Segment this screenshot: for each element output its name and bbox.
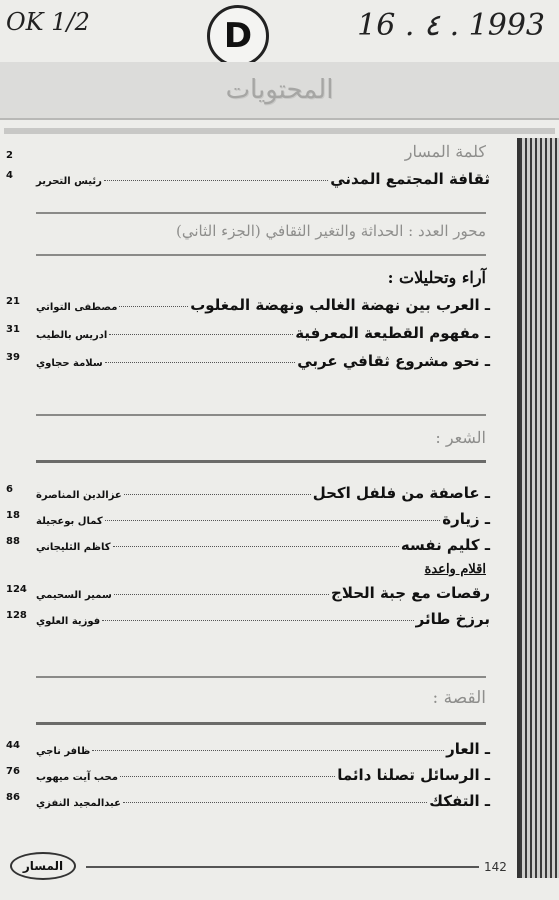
entry-author: سلامة حجاوي <box>36 358 103 369</box>
toc-entry[interactable] <box>6 510 490 528</box>
toc-entry[interactable] <box>6 296 490 314</box>
section-divider <box>36 212 486 214</box>
leader-dots <box>105 520 441 521</box>
toc-entry[interactable] <box>6 170 490 188</box>
entry-title: ـ زيارة <box>442 510 490 528</box>
contents-title: المحتويات <box>225 75 334 105</box>
library-stamp: D <box>207 5 269 67</box>
entry-author: رئيس التحرير <box>36 176 102 187</box>
toc-entry[interactable] <box>6 792 490 810</box>
entry-author: سمير السحيمي <box>36 590 112 601</box>
entry-author: كاظم الثليجاني <box>36 542 111 553</box>
toc-entry[interactable] <box>6 610 490 628</box>
story-heading: القصة : <box>432 688 486 708</box>
table-of-contents <box>0 138 520 878</box>
entry-page: 39 <box>6 352 20 363</box>
entry-author: عزالدين المناصرة <box>36 490 122 501</box>
entry-author: محب آيت ميهوب <box>36 772 118 783</box>
analysis-heading: آراء وتحليلات : <box>387 268 486 287</box>
entry-author: فوزية العلوي <box>36 616 101 627</box>
leader-dots <box>114 594 329 595</box>
leader-dots <box>92 750 444 751</box>
new-pens-heading: اقلام واعدة <box>424 562 486 577</box>
handwritten-note-left: OK 1/2 <box>6 8 90 36</box>
entry-page: 124 <box>6 584 27 595</box>
entry-page: 4 <box>6 170 13 181</box>
entry-title: ـ العرب بين نهضة الغالب ونهضة المغلوب <box>190 296 490 314</box>
entry-author: ادريس بالطيب <box>36 330 108 341</box>
contents-banner <box>0 62 559 120</box>
leader-dots <box>119 306 188 307</box>
entry-title: ـ الرسائل تصلنا دائما <box>337 766 490 784</box>
entry-page: 128 <box>6 610 27 621</box>
leader-dots <box>102 620 413 621</box>
entry-title: ـ مفهوم القطيعة المعرفية <box>295 324 490 342</box>
toc-entry[interactable] <box>6 484 490 502</box>
leader-dots <box>123 802 427 803</box>
toc-entry[interactable] <box>6 740 490 758</box>
entry-title: ـ عاصفة من فلفل اكحل <box>312 484 490 502</box>
entry-page: 76 <box>6 766 20 777</box>
toc-entry[interactable] <box>6 536 490 554</box>
leader-dots <box>113 546 399 547</box>
toc-entry[interactable] <box>6 584 490 602</box>
toc-entry[interactable] <box>6 766 490 784</box>
editorial-page: 2 <box>6 150 13 161</box>
leader-dots <box>104 180 328 181</box>
entry-page: 88 <box>6 536 20 547</box>
handwritten-date: 16 . ٤ . 1993 <box>357 8 545 43</box>
entry-author: عبدالمجيد النفزي <box>36 798 121 809</box>
entry-page: 31 <box>6 324 20 335</box>
toc-entry[interactable] <box>6 324 490 342</box>
magazine-logo: المسار <box>10 852 76 880</box>
section-divider <box>36 460 486 463</box>
leader-dots <box>120 776 335 777</box>
entry-author: كمال بوعجيلة <box>36 516 103 527</box>
entry-title: ـ العار <box>446 740 490 758</box>
entry-title: برزخ طائر <box>415 610 490 628</box>
entry-page: 44 <box>6 740 20 751</box>
entry-page: 21 <box>6 296 20 307</box>
entry-page: 18 <box>6 510 20 521</box>
theme-heading: محور العدد : الحداثة والتغير الثقافي (الجزء الثاني) <box>176 222 486 240</box>
footer-rule <box>86 866 479 868</box>
entry-page: 6 <box>6 484 13 495</box>
section-divider <box>36 676 486 678</box>
leader-dots <box>105 362 296 363</box>
entry-title: ـ نحو مشروع ثقافي عربي <box>297 352 490 370</box>
entry-title: ـ التفكك <box>429 792 490 810</box>
leader-dots <box>124 494 311 495</box>
section-divider <box>36 254 486 256</box>
leader-dots <box>109 334 293 335</box>
decorative-side-strip <box>517 138 559 878</box>
entry-author: ظافر ناجي <box>36 746 91 757</box>
entry-author: مصطفى التواتي <box>36 302 118 313</box>
section-divider <box>36 722 486 725</box>
entry-title: رقصات مع جبة الحلاج <box>331 584 490 602</box>
section-divider <box>36 414 486 416</box>
editorial-heading: كلمة المسار <box>404 142 486 161</box>
entry-title: ثقافة المجتمع المدني <box>330 170 490 188</box>
entry-title: ـ كليم نفسه <box>400 536 490 554</box>
toc-entry[interactable] <box>6 352 490 370</box>
page-number: 142 <box>484 860 507 874</box>
banner-divider <box>4 128 555 134</box>
entry-page: 86 <box>6 792 20 803</box>
poetry-heading: الشعر : <box>435 428 486 447</box>
